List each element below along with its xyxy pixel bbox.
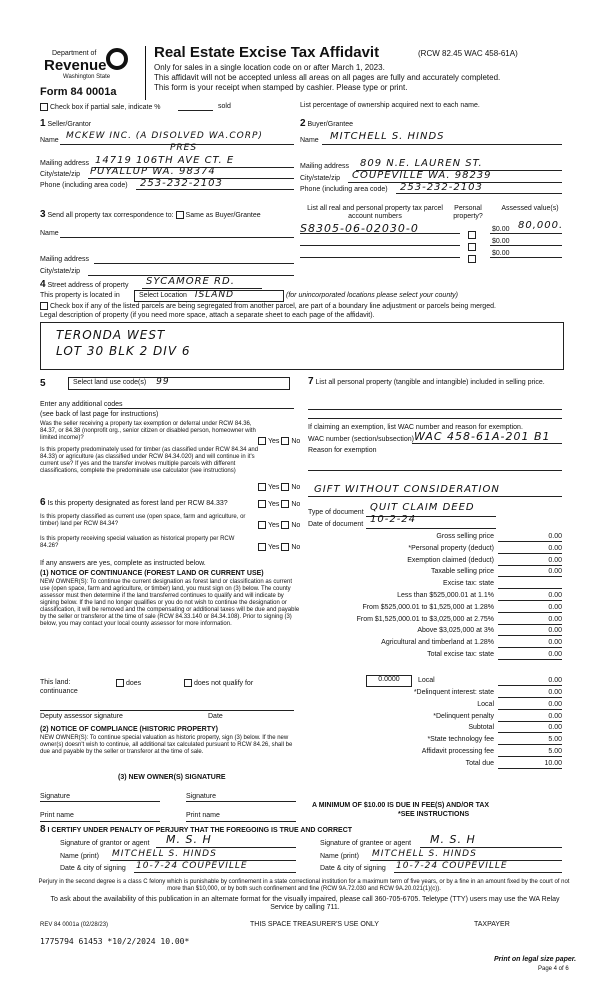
exemption-reason[interactable]: GIFT WITHOUT CONSIDERATION bbox=[314, 484, 500, 495]
tax-row-label: Agricultural and timberland at 1.28% bbox=[381, 639, 494, 647]
sec4-street: 4 Street address of property bbox=[40, 279, 129, 290]
assessed-header: Assessed value(s) bbox=[501, 205, 559, 212]
tax-row-line bbox=[498, 624, 562, 625]
dept-label: Department of bbox=[52, 50, 97, 57]
buyer-phone-label: Phone (including area code) bbox=[300, 186, 388, 193]
exemption-yes-no[interactable]: Yes No bbox=[258, 437, 300, 446]
document-type[interactable]: QUIT CLAIM DEED bbox=[370, 502, 475, 513]
legal-size-note: Print on legal size paper. bbox=[494, 956, 577, 963]
sold-label: sold bbox=[218, 103, 231, 110]
parcel-number[interactable]: S8305-06-02030-0 bbox=[300, 222, 419, 235]
assessed-value-handwritten[interactable]: 80,000. bbox=[518, 220, 564, 231]
deputy-date-label: Date bbox=[208, 713, 223, 720]
additional-codes-label: Enter any additional codes bbox=[40, 401, 123, 408]
grantee-date[interactable]: 10-7-24 COUPEVILLE bbox=[396, 861, 508, 871]
assessed-value-field: $0.00 bbox=[492, 250, 510, 257]
tax-row-line bbox=[498, 647, 562, 648]
land-use-select[interactable]: Select land use code(s) 99 bbox=[68, 377, 290, 390]
historic-yes-no[interactable]: Yes No bbox=[258, 543, 300, 552]
seller-phone[interactable]: 253-232-2103 bbox=[140, 178, 223, 189]
tax-row-value[interactable]: 0.00 bbox=[548, 724, 562, 732]
header-line2: This affidavit will not be accepted unless all areas on all pages are fully and accurately completed. bbox=[154, 73, 501, 82]
property-street[interactable]: SYCAMORE RD. bbox=[146, 276, 235, 287]
seller-city-label: City/state/zip bbox=[40, 171, 81, 178]
buyer-address[interactable]: 809 N.E. LAUREN ST. bbox=[360, 158, 483, 169]
seller-city[interactable]: PUYALLUP WA. 98374 bbox=[90, 166, 216, 177]
tax-row-value[interactable]: 0.00 bbox=[548, 651, 562, 658]
seller-name[interactable]: MCKEW INC. (A DISOLVED WA.CORP) bbox=[66, 131, 263, 141]
tax-row-line bbox=[498, 565, 562, 566]
owner-signature-1[interactable]: Signature bbox=[40, 793, 70, 800]
owner-print-2[interactable]: Print name bbox=[186, 812, 220, 819]
tax-row-label: Subtotal bbox=[468, 724, 494, 732]
seller-heading: 1 Seller/Grantor bbox=[40, 118, 92, 129]
tax-row-line bbox=[498, 541, 562, 542]
treasurer-label: THIS SPACE TREASURER'S USE ONLY bbox=[250, 921, 379, 928]
tax-row-label: From $525,000.01 to $1,525,000 at 1.28% bbox=[362, 603, 494, 611]
seller-address[interactable]: 14719 106TH AVE CT. E bbox=[95, 155, 235, 166]
tax-row-label: From $1,525,000.01 to $3,025,000 at 2.75% bbox=[356, 615, 494, 623]
tax-row-value[interactable]: 0.00 bbox=[548, 603, 562, 611]
tax-row-line bbox=[498, 756, 562, 757]
sec3-name-label: Name bbox=[40, 230, 59, 237]
tax-row-line bbox=[498, 635, 562, 636]
buyer-name-label: Name bbox=[300, 137, 319, 144]
see-back-note: (see back of last page for instructions) bbox=[40, 411, 159, 418]
revenue-logo-icon bbox=[106, 48, 128, 70]
owner-print-1[interactable]: Print name bbox=[40, 812, 74, 819]
buyer-name[interactable]: MITCHELL S. HINDS bbox=[330, 131, 445, 142]
tax-row-value[interactable]: 5.00 bbox=[548, 748, 562, 755]
tax-row-line bbox=[498, 709, 562, 710]
forest-yes-no[interactable]: Yes No bbox=[258, 500, 300, 509]
owner-signature-2[interactable]: Signature bbox=[186, 793, 216, 800]
exempt-claim-label: If claiming an exemption, list WAC number and reason for exemption. bbox=[308, 424, 523, 431]
notice1-title: (1) NOTICE OF CONTINUANCE (FOREST LAND OR CURRENT USE) bbox=[40, 570, 264, 577]
rev-number: REV 84 0001a (02/28/23) bbox=[40, 922, 109, 928]
wac-number[interactable]: WAC 458-61A-201 B1 bbox=[414, 430, 551, 443]
tax-row-label: *Delinquent penalty bbox=[433, 712, 494, 720]
tax-row-label: Taxable selling price bbox=[430, 568, 494, 576]
sec8-certify: 8 I CERTIFY UNDER PENALTY OF PERJURY THAT THE FOREGOING IS TRUE AND CORRECT bbox=[40, 824, 353, 835]
grantor-date[interactable]: 10-7-24 COUPEVILLE bbox=[136, 861, 248, 871]
perjury-notice: Perjury in the second degree is a class C felony which is punishable by confinement in a state correctional institution for a maximum term of five years, or by a fine in an amount fixed by the court of not more than $10,000, or by both such confinement and fine (RCW 9A.72.030 and RCW 9A.20.021(1)(c)). bbox=[38, 879, 570, 892]
grantor-name[interactable]: MITCHELL S. HINDS bbox=[112, 849, 217, 859]
tax-row-label: Total due bbox=[465, 759, 494, 767]
location-select[interactable]: Select Location ISLAND bbox=[134, 290, 284, 302]
personal-property-checkbox[interactable] bbox=[468, 255, 476, 263]
tax-row-label: Local bbox=[477, 700, 494, 708]
reason-label: Reason for exemption bbox=[308, 447, 377, 454]
tax-row-label: Less than $525,000.01 at 1.1% bbox=[397, 592, 494, 599]
tax-row-value[interactable]: 0.00 bbox=[548, 568, 562, 576]
tax-row-value[interactable]: 5.00 bbox=[548, 736, 562, 744]
local-label: Local bbox=[418, 677, 435, 684]
tax-row-line bbox=[498, 768, 562, 769]
if-yes-note: If any answers are yes, complete as instructed below. bbox=[40, 560, 206, 567]
tax-row-label: Gross selling price bbox=[436, 533, 494, 540]
tax-row-line bbox=[498, 553, 562, 554]
tax-row-label: *Personal property (deduct) bbox=[408, 544, 494, 552]
notice1-text: NEW OWNER(S): To continue the current designation as forest land or classification as current use (open space, farm and agriculture, or timber) land, you must sign on (3) below. The county assessor must then determine if the land transferred continues to qualify and will indicate by signing below. If the land no longer qualifies or you do not wish to continue the designation or classification, it will be removed and the compensating or additional taxes will be due and payable by the seller or transferor at the time of sale (RCW 84.33.140 or 84.34.108). Prior to signing (3) below, you may contact your local county assessor for more information. bbox=[40, 579, 300, 627]
buyer-city-label: City/state/zip bbox=[300, 175, 341, 182]
tax-row-label: *State technology fee bbox=[427, 736, 494, 744]
deputy-sig-label: Deputy assessor signature bbox=[40, 713, 123, 720]
revenue-logo-text: Revenue bbox=[44, 57, 107, 74]
legal-desc-line2: LOT 30 BLK 2 DIV 6 bbox=[56, 344, 191, 358]
grantee-name-label: Name (print) bbox=[320, 853, 359, 860]
header-line1: Only for sales in a single location code on or after March 1, 2023. bbox=[154, 63, 385, 72]
grantee-date-label: Date & city of signing bbox=[320, 865, 386, 872]
timber-yes-no[interactable]: Yes No bbox=[258, 483, 300, 492]
current-use-question: Is this property classified as current use (open space, farm and agriculture, or timber) land per RCW 84.34? bbox=[40, 514, 246, 527]
tax-row-value[interactable]: 0.00 bbox=[548, 712, 562, 720]
sec6-heading: 6 Is this property designated as forest land per RCW 84.33? bbox=[40, 497, 228, 508]
form-number: Form 84 0001a bbox=[40, 86, 117, 98]
sec3-mailing-label: Mailing address bbox=[40, 256, 90, 263]
parcel-header: List all real and personal property tax parcel account numbers bbox=[307, 205, 443, 220]
taxpayer-label: TAXPAYER bbox=[474, 921, 510, 928]
tax-row-label: Exemption claimed (deduct) bbox=[407, 556, 494, 564]
tax-row-value[interactable]: 0.00 bbox=[548, 533, 562, 540]
legal-desc-line1: TERONDA WEST bbox=[56, 328, 166, 342]
legal-desc-label: Legal description of property (if you need more space, attach a separate sheet to each page of the affidavit). bbox=[40, 312, 375, 319]
tax-row-line bbox=[498, 732, 562, 733]
grantee-name[interactable]: MITCHELL S. HINDS bbox=[372, 849, 477, 859]
tax-row-value[interactable]: 10.00 bbox=[544, 759, 562, 767]
seller-title[interactable]: PRES bbox=[170, 143, 198, 153]
notice2-title: (2) NOTICE OF COMPLIANCE (HISTORIC PROPERTY) bbox=[40, 726, 218, 733]
sec5-heading: 5 bbox=[40, 378, 46, 389]
doc-date-label: Date of document bbox=[308, 521, 364, 528]
buyer-heading: 2 Buyer/Grantee bbox=[300, 118, 354, 129]
buyer-phone[interactable]: 253-232-2103 bbox=[400, 182, 483, 193]
unincorporated-note: (for unincorporated locations please select your county) bbox=[286, 292, 458, 299]
new-owner-title: (3) NEW OWNER(S) SIGNATURE bbox=[118, 774, 226, 781]
assessed-value-field: $0.00 bbox=[492, 226, 510, 233]
tax-row-label: Total excise tax: state bbox=[427, 651, 494, 658]
tax-row-value[interactable]: 0.00 bbox=[548, 544, 562, 552]
grantor-sig-label: Signature of grantor or agent bbox=[60, 840, 150, 847]
state-label: Washington State bbox=[63, 74, 111, 80]
tax-row-value[interactable]: 0.00 bbox=[548, 639, 562, 647]
grantor-date-label: Date & city of signing bbox=[60, 865, 126, 872]
tax-row-value[interactable]: 0.00 bbox=[548, 700, 562, 708]
page-number: Page 4 of 6 bbox=[538, 966, 569, 972]
see-instructions: *SEE INSTRUCTIONS bbox=[398, 811, 470, 818]
seller-addr-label: Mailing address bbox=[40, 160, 90, 167]
tax-row-line bbox=[498, 576, 562, 577]
tax-row-line bbox=[498, 659, 562, 660]
buyer-addr-label: Mailing address bbox=[300, 163, 350, 170]
ownership-note: List percentage of ownership acquired next to each name. bbox=[300, 102, 480, 109]
tax-row-line bbox=[498, 721, 562, 722]
header-divider bbox=[145, 46, 146, 100]
tax-row-label: Affidavit processing fee bbox=[421, 748, 494, 755]
tax-row-line bbox=[498, 744, 562, 745]
located-label: This property is located in bbox=[40, 292, 120, 299]
tax-row-line bbox=[498, 588, 562, 589]
document-date[interactable]: 10-2-24 bbox=[370, 514, 417, 525]
tax-row-line bbox=[498, 600, 562, 601]
personal-property-header: Personal property? bbox=[453, 205, 483, 220]
tax-row-line bbox=[498, 697, 562, 698]
historic-question: Is this property receiving special valuation as historical property per RCW 84.26? bbox=[40, 536, 235, 549]
this-land-label: This land: bbox=[40, 679, 71, 686]
minimum-notice: A MINIMUM OF $10.00 IS DUE IN FEE(S) AND/OR TAX bbox=[312, 802, 490, 809]
does-not-checkbox[interactable]: does not qualify for bbox=[184, 679, 253, 688]
seller-phone-label: Phone (including area code) bbox=[40, 182, 128, 189]
rcw-ref: (RCW 82.45 WAC 458-61A) bbox=[418, 49, 518, 58]
wac-label: WAC number (section/subsection) bbox=[308, 436, 414, 443]
tax-row-value[interactable]: 0.00 bbox=[548, 615, 562, 623]
timber-question: Is this property predominately used for timber (as classified under RCW 84.34 and 84.33) or agriculture (as classified under RCW 84.34.020) and will continue in it's current use? If yes and the transfer involves multiple parcels with different classifications, complete the predominate use calculator (see instructions) bbox=[40, 447, 259, 474]
current-use-yes-no[interactable]: Yes No bbox=[258, 521, 300, 530]
partial-sale[interactable]: Check box if partial sale, indicate % bbox=[40, 103, 161, 112]
alternate-format-notice: To ask about the availability of this publication in an alternate format for the visually impaired, please call 360-705-6705. Teletype (TTY) users may use the WA Relay Service by calling 711. bbox=[50, 896, 560, 911]
tax-row-line bbox=[498, 612, 562, 613]
does-checkbox[interactable]: does bbox=[116, 679, 141, 688]
grantee-signature[interactable]: M. S. H bbox=[430, 833, 476, 846]
tax-row-value[interactable]: 0.00 bbox=[548, 556, 562, 564]
local-value: 0.00 bbox=[548, 677, 562, 684]
grantor-name-label: Name (print) bbox=[60, 853, 99, 860]
doc-type-label: Type of document bbox=[308, 509, 364, 516]
assessed-value-field: $0.00 bbox=[492, 238, 510, 245]
tax-row-label: Excise tax: state bbox=[443, 580, 494, 588]
header-line3: This form is your receipt when stamped by cashier. Please type or print. bbox=[154, 83, 408, 92]
tax-row-label: *Delinquent interest: state bbox=[413, 689, 494, 696]
local-rate-box[interactable]: 0.0000 bbox=[366, 675, 412, 687]
seller-name-label: Name bbox=[40, 137, 59, 144]
sec3-city-label: City/state/zip bbox=[40, 268, 81, 275]
receipt-stamp: 1775794 61453 *10/2/2024 10.00* bbox=[40, 937, 190, 946]
exemption-question: Was the seller receiving a property tax exemption or deferral under RCW 84.36, 84.37, or 84.38 (nonprofit org., senior citizen or disabled person, homeowner with limited income)? bbox=[40, 421, 256, 441]
grantor-signature[interactable]: M. S. H bbox=[166, 833, 212, 846]
tax-row-value[interactable]: 0.00 bbox=[548, 592, 562, 599]
sec7-heading: 7 List all personal property (tangible and intangible) included in selling price. bbox=[308, 376, 545, 387]
sec3-heading: 3 Send all property tax correspondence to: Same as Buyer/Grantee bbox=[40, 209, 261, 220]
continuance-label: continuance bbox=[40, 688, 78, 695]
tax-row-label: Above $3,025,000 at 3% bbox=[417, 627, 494, 635]
page-title: Real Estate Excise Tax Affidavit bbox=[154, 44, 380, 61]
grantee-sig-label: Signature of grantee or agent bbox=[320, 840, 412, 847]
tax-row-value[interactable]: 0.00 bbox=[548, 627, 562, 635]
boundary-checkbox[interactable]: Check box if any of the listed parcels are being segregated from another parcel, are part of a boundary line adjustment or parcels being merged. bbox=[40, 302, 496, 311]
tax-row-value[interactable]: 0.00 bbox=[548, 689, 562, 696]
buyer-city[interactable]: COUPEVILLE WA. 98239 bbox=[352, 170, 492, 181]
notice2-text: NEW OWNER(S): To continue special valuation as historic property, sign (3) below. If the new owner(s) doesn't wish to continue, all additional tax calculated pursuant to RCW 84.26, shall be due and payable by the seller or transferor at the time of sale. bbox=[40, 735, 293, 755]
